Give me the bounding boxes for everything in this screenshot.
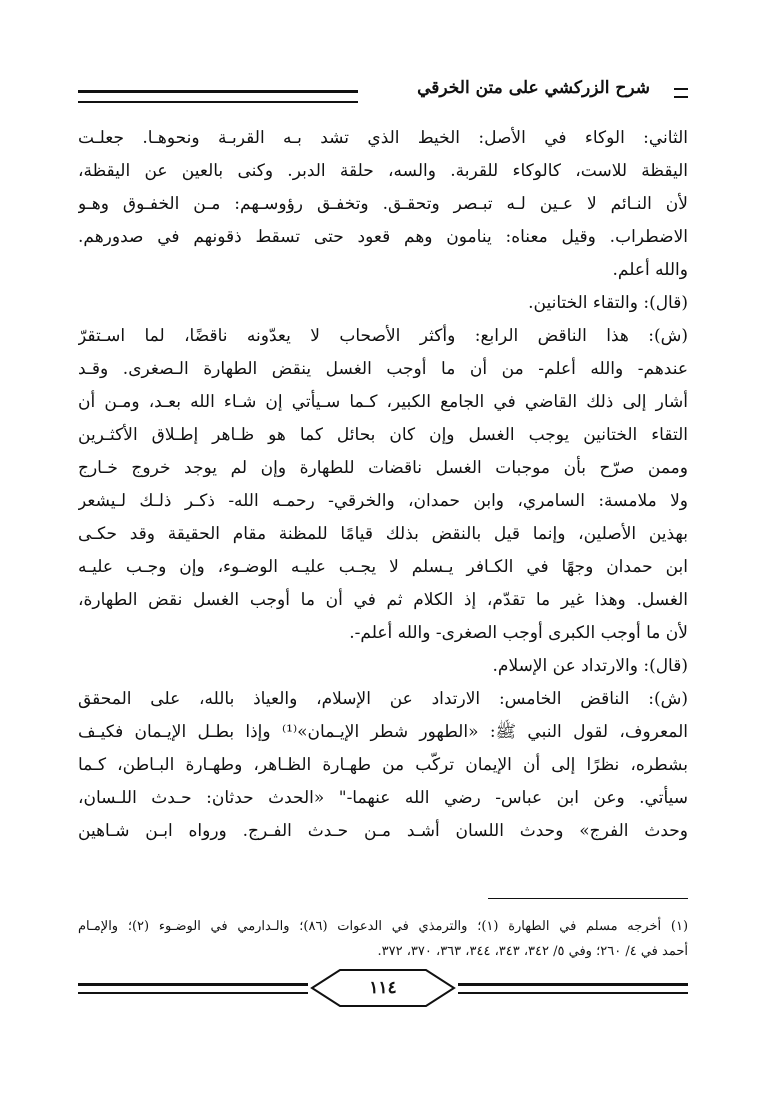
footer-rule-right (458, 983, 688, 994)
text-line: بشطره، نظرًا إلى أن الإيمان تركّب من طهـارة الظـاهر، وطهـارة البـاطن، كـما (78, 755, 688, 775)
text-line: والله أعلم. (612, 260, 688, 280)
text-line: التقاء الختانين يوجب الغسل وإن كان بحائل كما هو ظـاهر إطـلاق الأكثـرين (78, 425, 688, 445)
text-line: اليقظة للاست، كالوكاء للقربة. والسه، حلقة الدبر. وكنى بالعين عن اليقظة، (78, 161, 688, 181)
footnote-line: (١) أخرجه مسلم في الطهارة (١)؛ والترمذي في الدعوات (٨٦)؛ والـدارمي في الوضـوء (٢)؛ والإمـام (78, 919, 688, 934)
text-line: بهذين الأصلين، وإنما قيل بالنقض بذلك قيامًا للمظنة مقام الحقيقة وقد حكـى (78, 524, 688, 544)
text-line: الغسل. وهذا غير ما تقدّم، إذ الكلام ثم في أن ما أوجب الغسل نقض الطهارة، (78, 590, 688, 610)
running-header (78, 78, 688, 104)
main-text (78, 122, 688, 848)
header-title: شرح الزركشي على متن الخرقي (417, 78, 650, 98)
text-line: المعروف، لقول النبي ﷺ: «الطهور شطر الإيـمان»⁽¹⁾ وإذا بطـل الإيـمان فكيـف (78, 722, 688, 742)
text-line: (ش): الناقض الخامس: الارتداد عن الإسلام، والعياذ بالله، على المحقق (78, 689, 688, 709)
text-line: ابن حمدان وجهًا في الكـافر يـسلم لا يجـب عليـه الوضـوء، وإن وجـب عليـه (78, 557, 688, 577)
text-line: وممن صرّح بأن موجبات الغسل ناقضات للطهارة وإن لم يوجد خروج خـارج (78, 458, 688, 478)
page-number: ١١٤ (369, 978, 397, 998)
text-line: الاضطراب. وقيل معناه: ينامون وهم قعود حتى تسقط ذقونهم في صدورهم. (78, 227, 688, 247)
footnotes (78, 914, 688, 964)
text-line: وحدث الفرج» وحدث اللسان أشـد مـن حـدث الفـرج. ورواه ابـن شـاهين (78, 821, 688, 841)
text-line: لأن النـائم لا عـين لـه تبـصر وتحقـق. وتخفـق رؤوسـهم: مـن الخفـوق وهـو (78, 194, 688, 214)
text-line: (قال): والارتداد عن الإسلام. (492, 656, 688, 676)
text-line: عندهم- والله أعلم- من أن ما أوجب الغسل ينقض الطهارة الـصغرى. وقـد (78, 359, 688, 379)
footnote-line: أحمد في ٤/ ٢٦٠؛ وفي ٥/ ٣٤٢، ٣٤٣، ٣٤٤، ٣٦٣، ٣٧٠، ٣٧٢. (377, 944, 688, 959)
text-line: سيأتي. وعن ابن عباس- رضي الله عنهما-" «الحدث حدثان: حـدث اللـسان، (78, 788, 688, 808)
text-line: (ش): هذا الناقض الرابع: وأكثر الأصحاب لا يعدّونه ناقضًا، لما اسـتقرّ (78, 326, 688, 346)
header-ornament-mark (674, 88, 688, 98)
page-footer (78, 968, 688, 1008)
footer-rule-left (78, 983, 308, 994)
text-line: لأن ما أوجب الكبرى أوجب الصغرى- والله أعلم-. (349, 623, 688, 643)
text-line: (قال): والتقاء الختانين. (528, 293, 688, 313)
book-page (78, 78, 688, 1038)
text-line: ولا ملامسة: السامري، وابن حمدان، والخرقي- رحمـه الله- ذكـر ذلـك لـيشعر (78, 491, 688, 511)
header-double-rule (78, 90, 358, 103)
footnote-separator (488, 898, 688, 899)
text-line: الثاني: الوكاء في الأصل: الخيط الذي تشد بـه القربـة ونحوهـا. جعلـت (78, 128, 688, 148)
page-number-badge (310, 968, 456, 1008)
text-line: أشار إلى ذلك القاضي في الجامع الكبير، كـما سـيأتي إن شـاء الله بعـد، ومـن أن (78, 392, 688, 412)
